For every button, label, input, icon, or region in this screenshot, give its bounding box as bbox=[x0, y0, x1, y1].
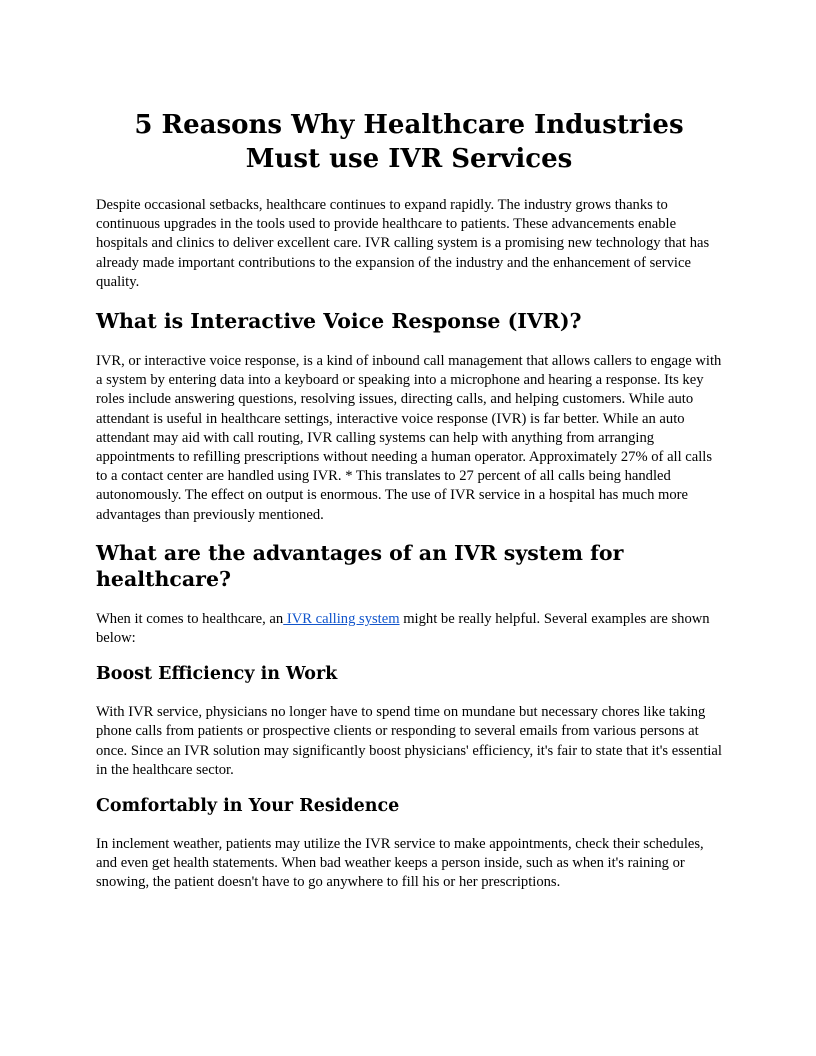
section-body-advantages bbox=[96, 610, 722, 648]
section-body-boost-efficiency: With IVR service, physicians no longer have to spend time on mundane but necessary chores like taking phone calls from patients or prospective clients or responding to several emails from various persons at once. Since an IVR solution may significantly boost physicians' efficiency, it's fair to state that it's essential in the healthcare sector. bbox=[96, 704, 722, 778]
intro-paragraph: Despite occasional setbacks, healthcare continues to expand rapidly. The industry grows thanks to continuous upgrades in the tools used to provide healthcare to patients. These advancements enable hospitals and clinics to deliver excellent care. IVR calling system is a promising new technology that has already made important contributions to the expansion of the industry and the enhancement of service quality. bbox=[96, 197, 710, 290]
section-heading-boost-efficiency: Boost Efficiency in Work bbox=[96, 664, 338, 685]
advantages-text-after-link: might be really helpful. Several examples are shown below: bbox=[96, 610, 710, 647]
section-heading-residence: Comfortably in Your Residence bbox=[96, 796, 400, 817]
document-page bbox=[96, 108, 722, 908]
document-title: 5 Reasons Why Healthcare Industries Must use IVR Services bbox=[134, 110, 684, 174]
section-heading-advantages: What are the advantages of an IVR system for healthcare? bbox=[96, 540, 624, 591]
section-body-residence: In inclement weather, patients may utilize the IVR service to make appointments, check their schedules, and even get health statements. When bad weather keeps a person inside, such as when it's raining or snowing, the patient doesn't have to go anywhere to fill his or her prescriptions. bbox=[96, 836, 704, 891]
advantages-text-before-link: When it comes to healthcare, an bbox=[96, 610, 284, 627]
section-heading-what-is-ivr: What is Interactive Voice Response (IVR)? bbox=[96, 309, 582, 334]
section-body-what-is-ivr: IVR, or interactive voice response, is a kind of inbound call management that allows callers to engage with a system by entering data into a keyboard or speaking into a microphone and hearing a response. Its key roles include answering questions, resolving issues, directing calls, and helping customers. While auto attendant is useful in healthcare settings, interactive voice response (IVR) is far better. While an auto attendant may aid with call routing, IVR calling systems can help with anything from arranging appointments to refilling prescriptions without needing a human operator. Approximately 27% of all calls to a contact center are handled using IVR. * This translates to 27 percent of all calls being handled autonomously. The effect on output is enormous. The use of IVR service in a hospital has much more advantages than previously mentioned. bbox=[96, 353, 722, 523]
ivr-calling-system-link[interactable]: IVR calling system bbox=[283, 610, 400, 627]
